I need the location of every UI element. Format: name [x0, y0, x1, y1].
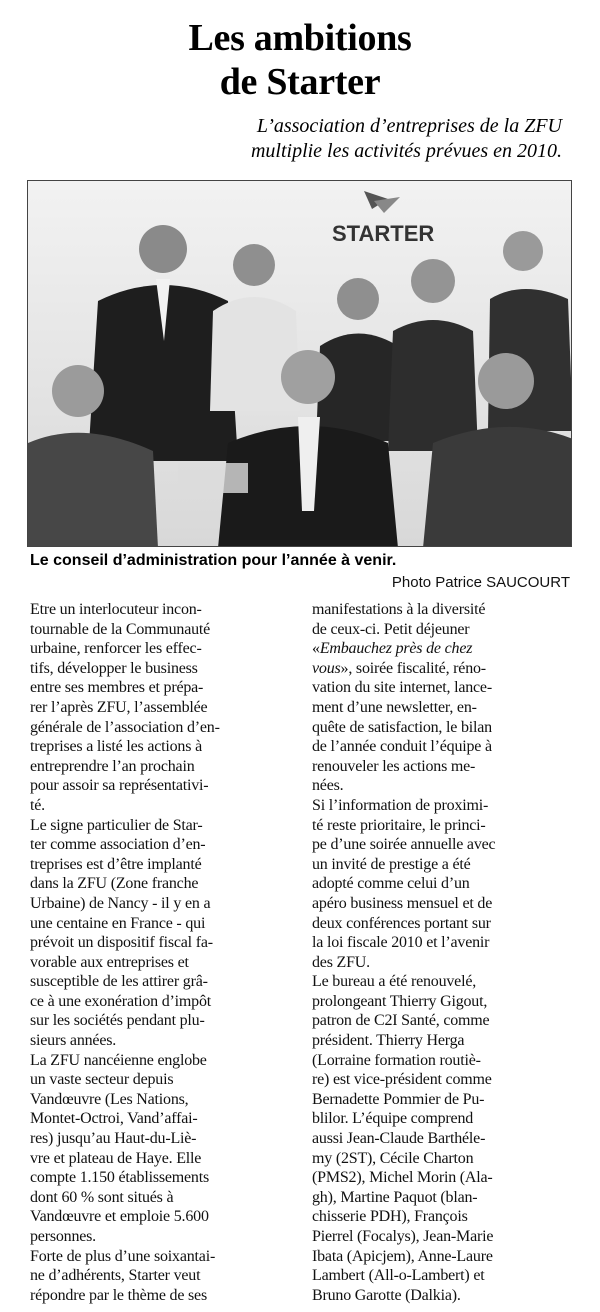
- headline: Les ambitions de Starter: [188, 17, 412, 103]
- photo-credit: Photo Patrice SAUCOURT: [391, 574, 570, 591]
- left-paragraph-2: Le signe particulier de Star- ter comme association d’en- treprises est d’être implanté dans la ZFU (Zone franche Urbaine) de Nancy - il y en a une centaine en France - qui prévoit un dispositif fiscal fa- vorable aux entreprises et susceptible de les attirer grâ- ce à une exonération d’impôt sur les sociétés pendant plu- sieurs années.: [30, 816, 213, 1050]
- right-paragraph-1-emphasis: Embauchez près de chez vous: [312, 640, 473, 677]
- right-paragraph-1-a: manifestations à la diversité de ceux-ci. Petit déjeuner «: [312, 601, 486, 658]
- left-paragraph-1: Etre un interlocuteur incon- tournable de la Communauté urbaine, renforcer les effec- tifs, développer le business entre ses membres et prépa- rer l’après ZFU, l’assemblée générale de l’association d’en- treprises a listé les actions à entreprendre l’an prochain pour assoir sa représentativi- té.: [30, 601, 220, 814]
- group-photo-image: [28, 181, 572, 547]
- group-photo: [27, 180, 572, 547]
- article-column-right: [312, 600, 568, 1305]
- right-paragraph-3: Le bureau a été renouvelé, prolongeant Thierry Gigout, patron de C2I Santé, comme président. Thierry Herga (Lorraine formation routiè- re) est vice-président comme Bernadette Pommier de Pu- blilor. L’équipe comprend aussi Jean-Claude Barthéle- my (2ST), Cécile Charton (PMS2), Michel Morin (Ala- gh), Martine Paquot (blan- chisserie PDH), François Pierrel (Focalys), Jean-Marie Ibata (Apicjem), Anne-Laure Lambert (All-o-Lambert) et Bruno Garotte (Dalkia).: [312, 973, 494, 1304]
- right-paragraph-2: Si l’information de proximi- té reste prioritaire, le princi- pe d’une soirée annuelle avec un invité de prestige a été adopté comme celui d’un apéro business mensuel et de deux conférences portant sur la loi fiscale 2010 et l’avenir des ZFU.: [312, 796, 496, 971]
- left-paragraph-4: Forte de plus d’une soixantai- ne d’adhérents, Starter veut répondre par le thème de ses: [30, 1247, 216, 1304]
- subheadline: L’association d’entreprises de la ZFU multiplie les activités prévues en 2010.: [250, 115, 562, 162]
- left-paragraph-3: La ZFU nancéienne englobe un vaste secteur depuis Vandœuvre (Les Nations, Montet-Octroi, Vand’affai- res) jusqu’au Haut-du-Liè- vre et plateau de Haye. Elle compte 1.150 établissements dont 60 % sont situés à Vandœuvre et emploie 5.600 personnes.: [30, 1051, 210, 1245]
- right-paragraph-1-b: », soirée fiscalité, réno- vation du site internet, lance- ment d’une newsletter, en- quête de satisfaction, le bilan de l’année conduit l’équipe à renouveler les actions me- nées.: [312, 659, 492, 795]
- starter-logo-text: STARTER: [332, 221, 435, 246]
- photo-caption: Le conseil d’administration pour l’année à venir.: [30, 552, 397, 569]
- article-column-left: [30, 600, 280, 1305]
- right-paragraph-1: [312, 600, 568, 796]
